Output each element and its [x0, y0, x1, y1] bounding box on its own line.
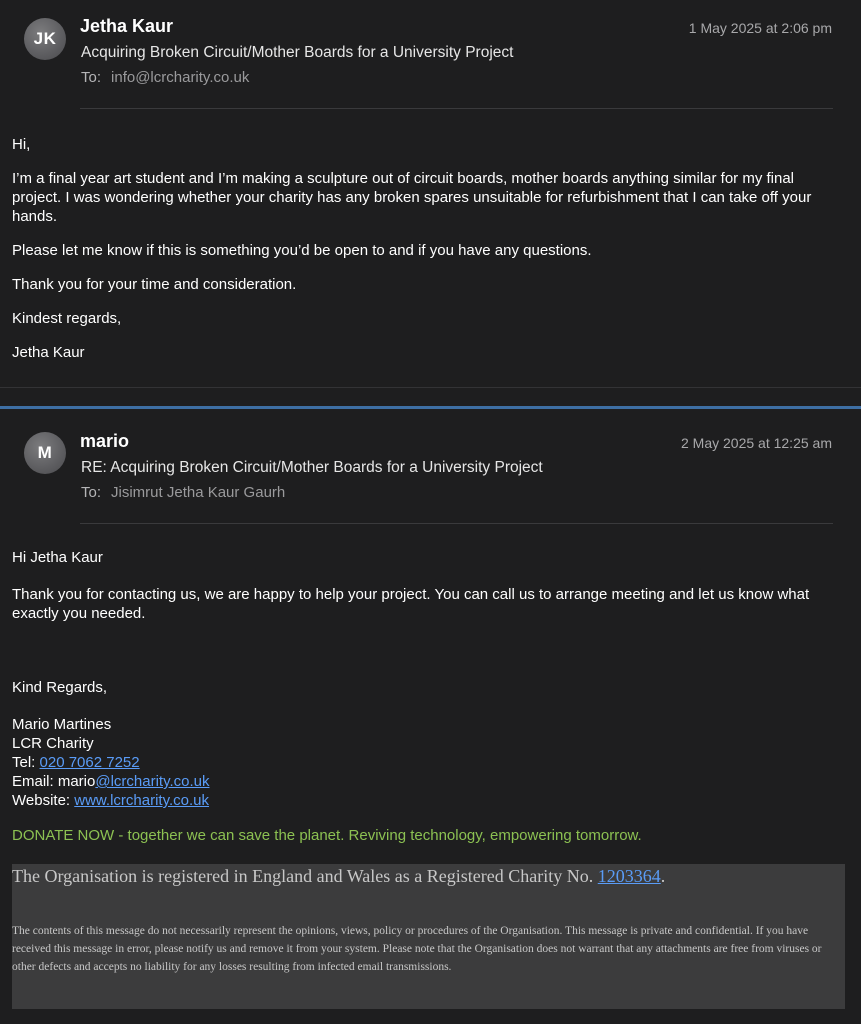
registration-notice [12, 866, 665, 887]
message-1-body [12, 135, 847, 362]
recipient-address[interactable]: info@lcrcharity.co.uk [111, 69, 250, 86]
header-separator [80, 108, 833, 109]
tel-label: Tel: [12, 754, 40, 771]
sign-off: Kindest regards, [12, 310, 122, 327]
greeting: Hi Jetha Kaur [12, 549, 103, 566]
sender-name: Jetha Kaur [80, 16, 174, 36]
to-label: To: [81, 484, 102, 501]
tel-link[interactable]: 020 7062 7252 [39, 754, 140, 771]
signature-website [12, 791, 847, 810]
registration-text: The Organisation is registered in England and Wales as a Registered Charity No. [12, 866, 598, 886]
signature-tel [12, 753, 847, 772]
greeting: Hi, [12, 136, 31, 153]
header-separator [80, 523, 833, 524]
message-2-body [12, 548, 847, 810]
recipient-row [81, 69, 249, 86]
email-label: Email: mario [12, 773, 96, 790]
sender-avatar: JK [24, 18, 66, 60]
message-end-line [0, 387, 861, 388]
message-subject: Acquiring Broken Circuit/Mother Boards for a University Project [81, 44, 514, 61]
charity-number-link[interactable]: 1203364 [597, 866, 661, 886]
legal-footer [12, 864, 845, 1009]
thread-divider [0, 406, 861, 409]
sign-off: Kind Regards, [12, 679, 108, 696]
message-date: 1 May 2025 at 2:06 pm [688, 20, 832, 36]
website-label: Website: [12, 792, 75, 809]
registration-end: . [660, 866, 666, 886]
recipient-row [81, 484, 285, 501]
body-paragraph: Thank you for your time and consideration. [12, 276, 297, 293]
signature-name: Mario Martines [12, 716, 112, 733]
signature-org: LCR Charity [12, 735, 94, 752]
message-date: 2 May 2025 at 12:25 am [681, 435, 832, 451]
message-subject: RE: Acquiring Broken Circuit/Mother Boards for a University Project [81, 459, 543, 476]
to-label: To: [81, 69, 102, 86]
signature-email [12, 772, 847, 791]
signature: Jetha Kaur [12, 344, 85, 361]
disclaimer-text: The contents of this message do not necessarily represent the opinions, views, policy or procedures of the Organisation. This message is private and confidential. If you have received this message in error, please notify us and remove it from your system. Please note that the Organisation does not warrant that any attachments are free from viruses or other defects and accepts no liability for any losses resulting from infected email transmissions. [12, 925, 822, 973]
body-paragraph: Thank you for contacting us, we are happy to help your project. You can call us to arrange meeting and let us know what exactly you needed. [12, 586, 810, 622]
recipient-name[interactable]: Jisimrut Jetha Kaur Gaurh [111, 484, 286, 501]
sender-name: mario [80, 431, 130, 451]
body-paragraph: Please let me know if this is something you’d be open to and if you have any questions. [12, 242, 592, 259]
website-link[interactable]: www.lcrcharity.co.uk [74, 792, 210, 809]
sender-avatar: M [24, 432, 66, 474]
email-link[interactable]: @lcrcharity.co.uk [95, 773, 210, 790]
donate-banner: DONATE NOW - together we can save the planet. Reviving technology, empowering tomorrow. [12, 827, 642, 844]
body-paragraph: I’m a final year art student and I’m making a sculpture out of circuit boards, mother boards anything similar for my final project. I was wondering whether your charity has any broken spares unsuitable for refurbishment that I can take off your hands. [12, 170, 812, 225]
